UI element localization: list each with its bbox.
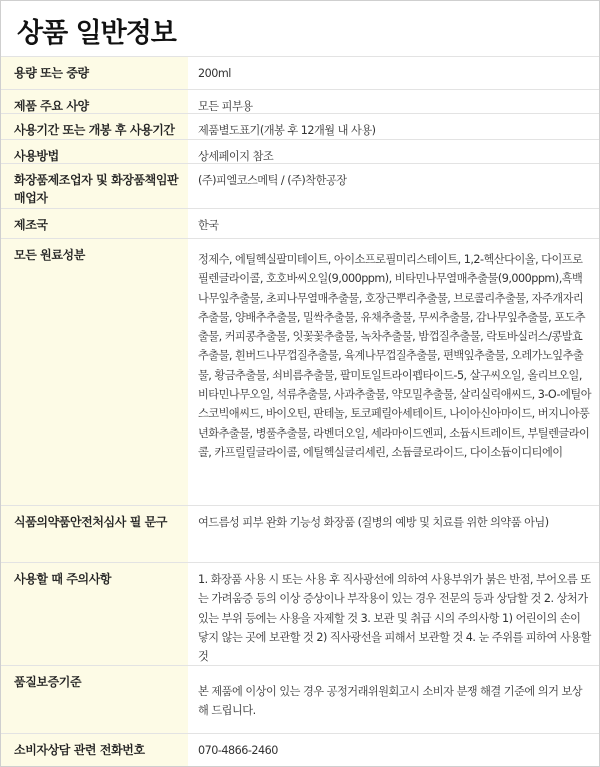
row-value: 여드름성 피부 완화 기능성 화장품 (질병의 예방 및 치료를 위한 의약품 아님) (198, 516, 549, 529)
info-row-cautions (1, 562, 599, 666)
row-value: 상세페이지 참조 (198, 150, 274, 163)
info-row-volume (1, 56, 599, 91)
row-value: 200ml (198, 67, 231, 80)
info-row-ingredients (1, 238, 599, 506)
row-label: 용량 또는 중량 (14, 66, 89, 80)
row-label: 식품의약품안전처심사 필 문구 (14, 515, 168, 529)
row-value: 모든 피부용 (198, 100, 253, 113)
info-row-spec (1, 89, 599, 114)
row-value: 1. 화장품 사용 시 또는 사용 후 직사광선에 의하여 사용부위가 붉은 반점, 부어오름 또는 가려움증 등의 이상 증상이나 부작용이 있는 경우 전문의 등과 상담할 것 2. 상처가 있는 부위 등에는 사용을 자제할 것 3. 보관 및 취급 시의 주의사항 1) 어린이의 손이 닿지 않는 곳에 보관할 것 2) 직사광선을 피해서 보관할 것 4. 눈 주위를 피하여 사용할 것 (198, 573, 591, 664)
info-row-phone (1, 733, 599, 767)
row-value: 정제수, 에틸헥실팔미테이트, 아이소프로필미리스테이트, 1,2-헥산다이올, 다이프로필렌글라이콜, 호호바씨오일(9,000ppm), 비타민나무열매추출물(9,000ppm),흑백나무잎추출물, 초피나무열매추출물, 호장근뿌리추출물, 브로콜리추출물, 자주개자리추출물, 양배추추출물, 밀싹추출물, 유채추출물, 무씨추출물, 감나무잎추출물, 포도추출물, 커피콩추출물, 잇꽃꽃추출물, 녹차추출물, 밤껍질추출물, 락토바실러스/콩발효추출물, 흰버드나무껍질추출물, 육계나무껍질추출물, 편백잎추출물, 오레가노잎추출물, 황금추출물, 쇠비름추출물, 팔미토일트라이펩타이드-5, 살구씨오일, 올리브오일, 비타민나무오일, 석류추출물, 사과추출물, 약모밀추출물, 살리실릭애씨드, 3-O-에틸아스코빅애씨드, 바이오틴, 판테놀, 토코페릴아세테이트, 나이아신아마이드, 버지니아풍년화추출물, 병풀추출물, 라벤더오일, 세라마이드엔피, 소듐시트레이트, 부틸렌글라이콜, 카프릴릴글라이콜, 에틸헥실글리세린, 소듐클로라이드, 다이소듐이디티에이 (198, 253, 592, 459)
info-row-mfds-notice (1, 505, 599, 563)
row-label: 사용할 때 주의사항 (14, 572, 112, 586)
row-label: 화장품제조업자 및 화장품책임판매업자 (14, 173, 179, 205)
row-value: (주)피엘코스메틱 / (주)착한공장 (198, 174, 347, 187)
info-row-country (1, 208, 599, 239)
row-label: 사용방법 (14, 149, 59, 163)
row-value: 한국 (198, 219, 219, 232)
info-row-quality (1, 665, 599, 734)
page-title: 상품 일반정보 (17, 18, 176, 49)
row-value: 제품별도표기(개봉 후 12개월 내 사용) (198, 124, 376, 137)
info-row-expiry (1, 113, 599, 140)
row-value: 본 제품에 이상이 있는 경우 공정거래위원회고시 소비자 분쟁 해결 기준에 의거 보상해 드립니다. (198, 685, 583, 718)
info-row-manufacturer (1, 163, 599, 209)
label-cell (1, 239, 188, 506)
row-label: 제조국 (14, 218, 48, 232)
row-label: 모든 원료성분 (14, 248, 85, 262)
row-value: 070-4866-2460 (198, 744, 278, 757)
row-label: 사용기간 또는 개봉 후 사용기간 (14, 123, 175, 137)
row-label: 제품 주요 사양 (14, 99, 89, 113)
row-label: 소비자상담 관련 전화번호 (14, 743, 145, 757)
info-row-usage (1, 139, 599, 164)
row-label: 품질보증기준 (14, 675, 82, 689)
